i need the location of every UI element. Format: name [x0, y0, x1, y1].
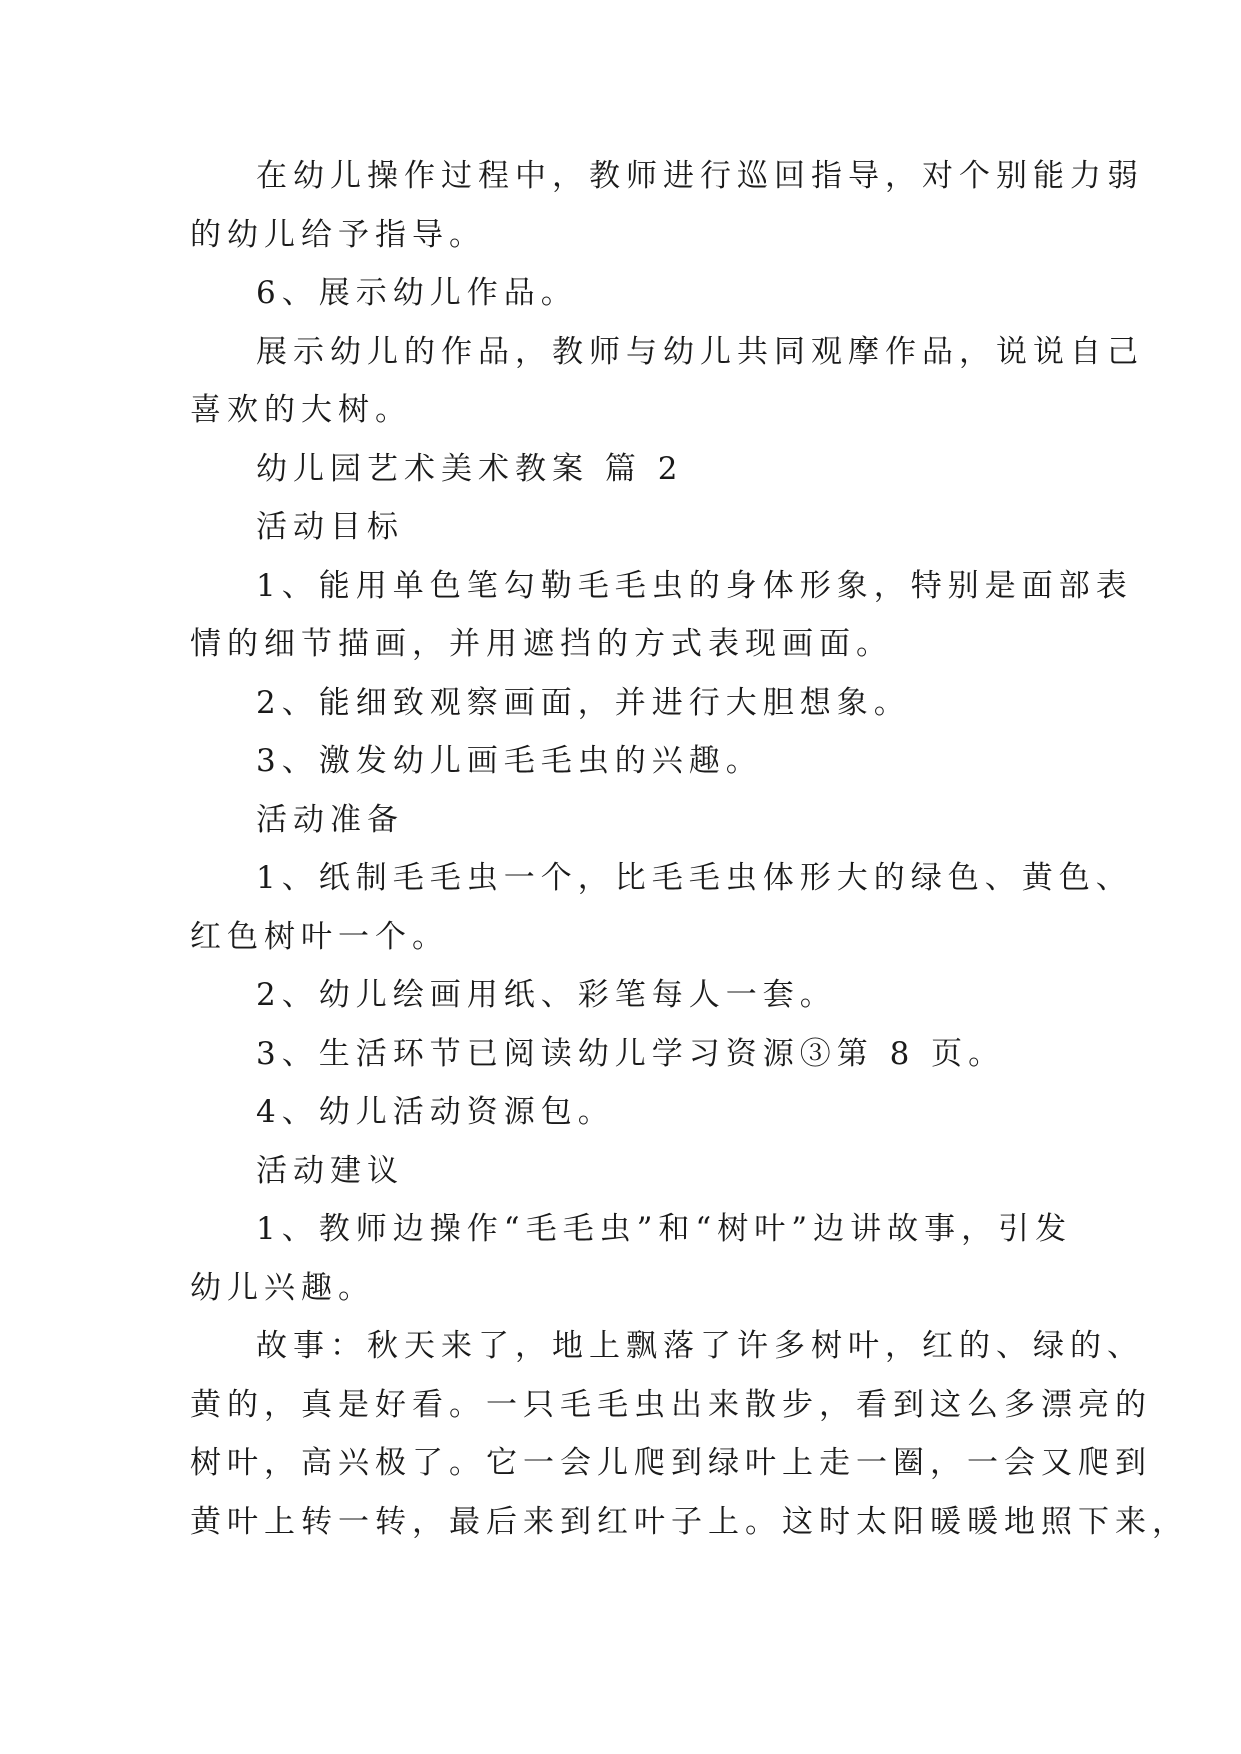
paragraph-line: 在幼儿操作过程中，教师进行巡回指导，对个别能力弱 — [256, 158, 1144, 194]
paragraph-line: 喜欢的大树。 — [190, 392, 412, 428]
paragraph-line: 1、教师边操作“毛毛虫”和“树叶”边讲故事，引发 — [256, 1211, 1073, 1247]
paragraph-line: 2、能细致观察画面，并进行大胆想象。 — [256, 684, 911, 721]
story-line: 树叶，高兴极了。它一会儿爬到绿叶上走一圈，一会又爬到 — [190, 1445, 1152, 1481]
paragraph-line: 红色树叶一个。 — [190, 918, 449, 955]
step-heading: 6、展示幼儿作品。 — [256, 275, 578, 311]
story-line: 黄的，真是好看。一只毛毛虫出来散步，看到这么多漂亮的 — [190, 1386, 1152, 1423]
paragraph-line: 展示幼儿的作品，教师与幼儿共同观摩作品，说说自己 — [256, 333, 1144, 370]
paragraph-line: 3、生活环节已阅读幼儿学习资源③第 8 页。 — [256, 1035, 1006, 1072]
story-line: 故事：秋天来了，地上飘落了许多树叶，红的、绿的、 — [256, 1328, 1144, 1364]
paragraph-line: 情的细节描画，并用遮挡的方式表现画面。 — [190, 626, 893, 662]
paragraph-line: 4、幼儿活动资源包。 — [256, 1094, 615, 1130]
paragraph-line: 1、纸制毛毛虫一个，比毛毛虫体形大的绿色、黄色、 — [256, 860, 1133, 896]
paragraph-line: 幼儿兴趣。 — [190, 1269, 375, 1306]
document-body — [190, 147, 1189, 1551]
section-heading-suggestions: 活动建议 — [256, 1152, 404, 1189]
section-heading-goals: 活动目标 — [256, 509, 404, 545]
section-heading-preparation: 活动准备 — [256, 801, 404, 838]
paragraph-line: 3、激发幼儿画毛毛虫的兴趣。 — [256, 743, 763, 779]
paragraph-line: 1、能用单色笔勾勒毛毛虫的身体形象，特别是面部表 — [256, 567, 1133, 604]
paragraph-line: 的幼儿给予指导。 — [190, 216, 486, 253]
paragraph-line: 2、幼儿绘画用纸、彩笔每人一套。 — [256, 977, 837, 1013]
section-title: 幼儿园艺术美术教案 篇 2 — [256, 450, 684, 487]
story-line: 黄叶上转一转，最后来到红叶子上。这时太阳暖暖地照下来， — [190, 1503, 1189, 1540]
